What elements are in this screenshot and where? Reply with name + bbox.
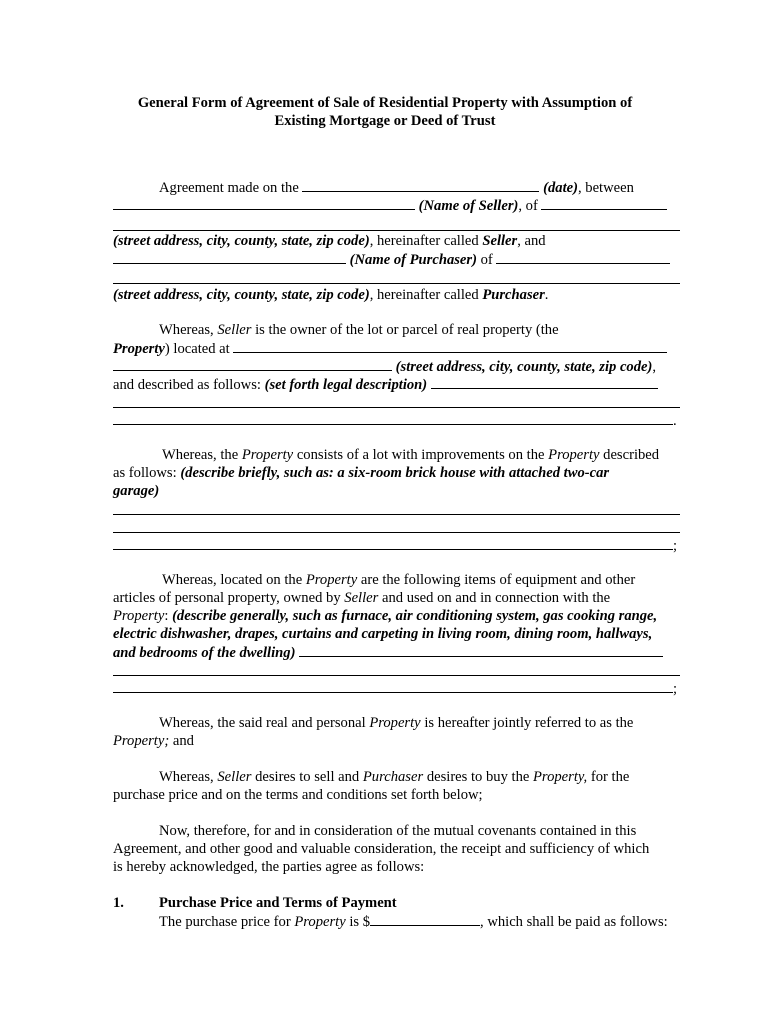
purchaser-address-line[interactable] (113, 283, 680, 284)
legal-description-blank[interactable] (431, 375, 658, 389)
legal-description-line-2[interactable] (113, 407, 680, 408)
equipment-desc-line-2: electric dishwasher, drapes, curtains and carpeting in living room, dining room, hallways, (113, 626, 653, 642)
legal-description-line: and described as follows: (set forth legal description) (113, 375, 658, 394)
equipment-desc-line: Property: (describe generally, such as furnace, air conditioning system, gas cooking range, (113, 608, 658, 624)
purchaser-name-line: (Name of Purchaser) of (113, 250, 670, 269)
document-title-line-1: General Form of Agreement of Sale of Residential Property with Assumption of (137, 95, 633, 111)
desire-to-sell-line: Whereas, Seller desires to sell and Purchaser desires to buy the Property, for the (159, 769, 630, 785)
agreement-date-line: Agreement made on the (date), between (159, 180, 634, 196)
improvements-blank-line-3: ; (113, 536, 677, 555)
desire-to-sell-line-2: purchase price and on the terms and conditions set forth below; (113, 787, 483, 803)
property-address-blank[interactable] (113, 357, 392, 371)
purchase-price-line: The purchase price for Property is $ , which shall be paid as follows: (159, 914, 668, 930)
property-location-blank[interactable] (233, 339, 667, 353)
equipment-line: Whereas, located on the Property are the following items of equipment and other (162, 572, 636, 588)
consideration-line-3: is hereby acknowledged, the parties agree as follows: (113, 859, 425, 875)
property-owner-line: Whereas, Seller is the owner of the lot or parcel of real property (the (159, 322, 559, 338)
improvements-desc-line-2: garage) (113, 483, 160, 499)
seller-address-caption-line: (street address, city, county, state, zip code), hereinafter called Seller, and (113, 233, 546, 249)
seller-name-line: (Name of Seller), of (113, 196, 667, 215)
section-1-heading: 1. Purchase Price and Terms of Payment (113, 895, 397, 911)
equipment-blank-3[interactable] (113, 679, 673, 693)
equipment-line-2: articles of personal property, owned by Seller and used on and in connection with the (113, 590, 611, 606)
legal-description-blank-3[interactable] (113, 411, 673, 425)
joint-property-line-2: Property; and (113, 733, 194, 749)
consideration-line-2: Agreement, and other good and valuable consideration, the receipt and sufficiency of which (113, 841, 650, 857)
seller-address-line[interactable] (113, 230, 680, 231)
seller-name-blank[interactable] (113, 196, 415, 210)
purchaser-name-blank[interactable] (113, 250, 346, 264)
improvements-desc-line: as follows: (describe briefly, such as: a six-room brick house with attached two-car (113, 465, 610, 481)
purchaser-address-blank[interactable] (496, 250, 670, 264)
date-blank[interactable] (302, 178, 539, 192)
improvements-line: Whereas, the Property consists of a lot with improvements on the Property described (162, 447, 660, 463)
purchase-price-blank[interactable] (370, 912, 480, 926)
improvements-blank-3[interactable] (113, 536, 673, 550)
equipment-desc-line-3: and bedrooms of the dwelling) (113, 643, 663, 662)
property-address-line: (street address, city, county, state, zip code), (113, 357, 656, 376)
joint-property-line: Whereas, the said real and personal Property is hereafter jointly referred to as the (159, 715, 634, 731)
improvements-blank-1[interactable] (113, 514, 680, 515)
improvements-blank-2[interactable] (113, 532, 680, 533)
equipment-blank-line-3: ; (113, 679, 677, 698)
equipment-blank-2[interactable] (113, 675, 680, 676)
document-title-line-2: Existing Mortgage or Deed of Trust (274, 113, 496, 129)
seller-address-blank[interactable] (541, 196, 667, 210)
consideration-line-1: Now, therefore, for and in consideration of the mutual covenants contained in this (159, 823, 637, 839)
property-location-line: Property) located at (113, 339, 667, 358)
equipment-blank[interactable] (299, 643, 663, 657)
legal-description-line-3: . (113, 411, 677, 430)
purchaser-address-caption-line: (street address, city, county, state, zip code), hereinafter called Purchaser. (113, 287, 549, 303)
